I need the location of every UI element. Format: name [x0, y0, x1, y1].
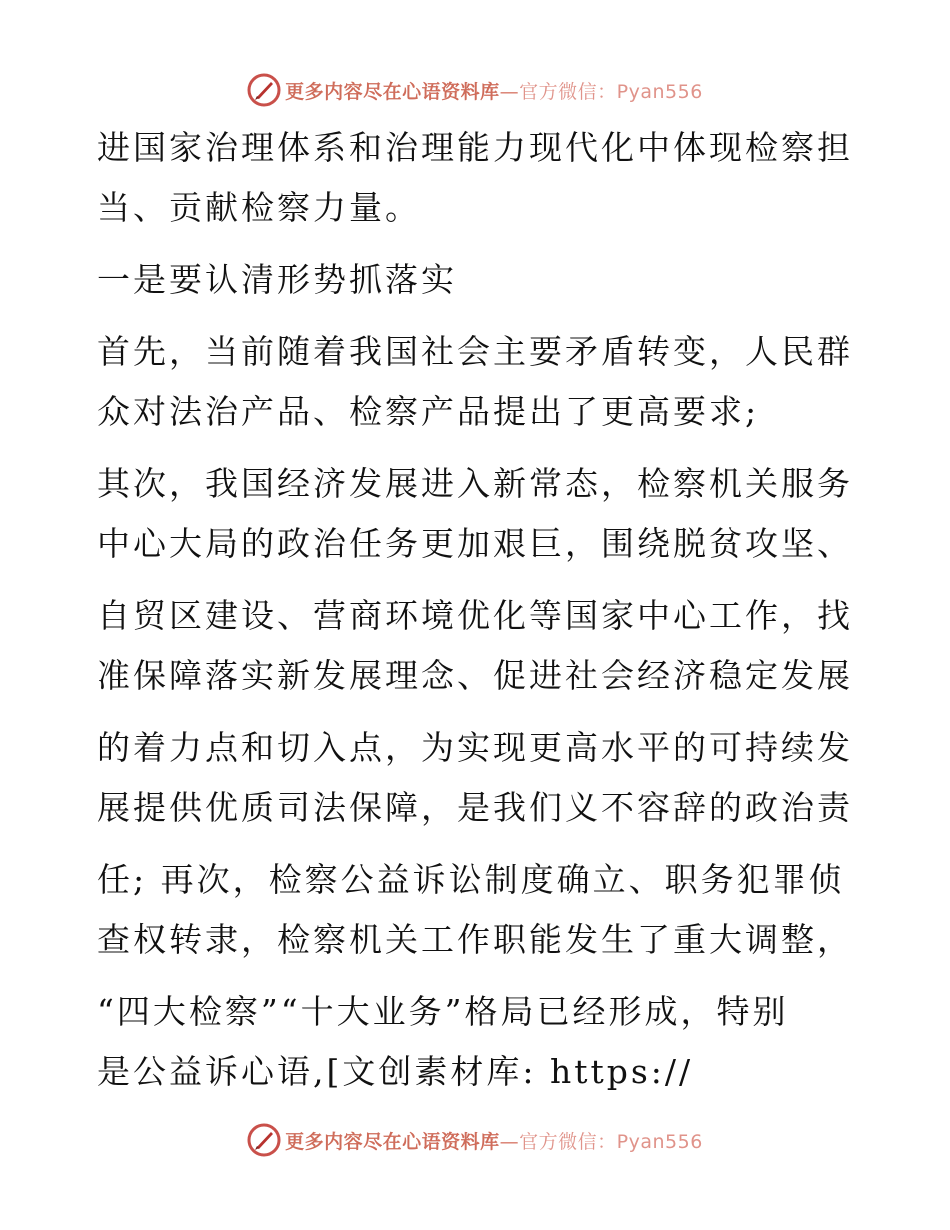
watermark-wechat: 官方微信：Pyan556: [519, 80, 703, 103]
watermark-wechat: 官方微信：Pyan556: [519, 1130, 703, 1153]
section-heading: 一是要认清形势抓落实: [97, 260, 457, 299]
text-line: 的着力点和切入点，为实现更高水平的可持续发: [97, 728, 853, 767]
text-line: 当、贡献检察力量。: [97, 188, 421, 227]
text-line: 其次，我国经济发展进入新常态，检察机关服务: [97, 464, 853, 503]
text-line: 进国家治理体系和治理能力现代化中体现检察担: [97, 128, 853, 167]
text-line: 是公益诉心语,[文创素材库: https://: [97, 1052, 694, 1091]
document-body: [97, 118, 853, 1102]
watermark-brand: 更多内容尽在心语资料库: [285, 80, 500, 103]
text-line: 中心大局的政治任务更加艰巨，围绕脱贫攻坚、: [97, 524, 853, 563]
text-line: 自贸区建设、营商环境优化等国家中心工作，找: [97, 596, 853, 635]
text-line: “四大检察”“十大业务”格局已经形成，特别: [97, 992, 789, 1031]
text-line: 众对法治产品、检察产品提出了更高要求;: [97, 392, 760, 431]
text-line: 展提供优质司法保障，是我们义不容辞的政治责: [97, 788, 853, 827]
watermark-brand: 更多内容尽在心语资料库: [285, 1130, 500, 1153]
watermark-text: [285, 77, 703, 104]
footer-watermark: [0, 1120, 950, 1160]
quill-logo-icon: [247, 1123, 281, 1157]
watermark-text: [285, 1127, 703, 1154]
header-watermark: [0, 70, 950, 110]
quill-logo-icon: [247, 73, 281, 107]
watermark-dash: —: [499, 1130, 520, 1153]
text-line: 任; 再次，检察公益诉讼制度确立、职务犯罪侦: [97, 860, 845, 899]
text-line: 查权转隶，检察机关工作职能发生了重大调整，: [97, 920, 853, 959]
text-line: 准保障落实新发展理念、促进社会经济稳定发展: [97, 656, 853, 695]
watermark-dash: —: [499, 80, 520, 103]
text-line: 首先，当前随着我国社会主要矛盾转变，人民群: [97, 332, 853, 371]
